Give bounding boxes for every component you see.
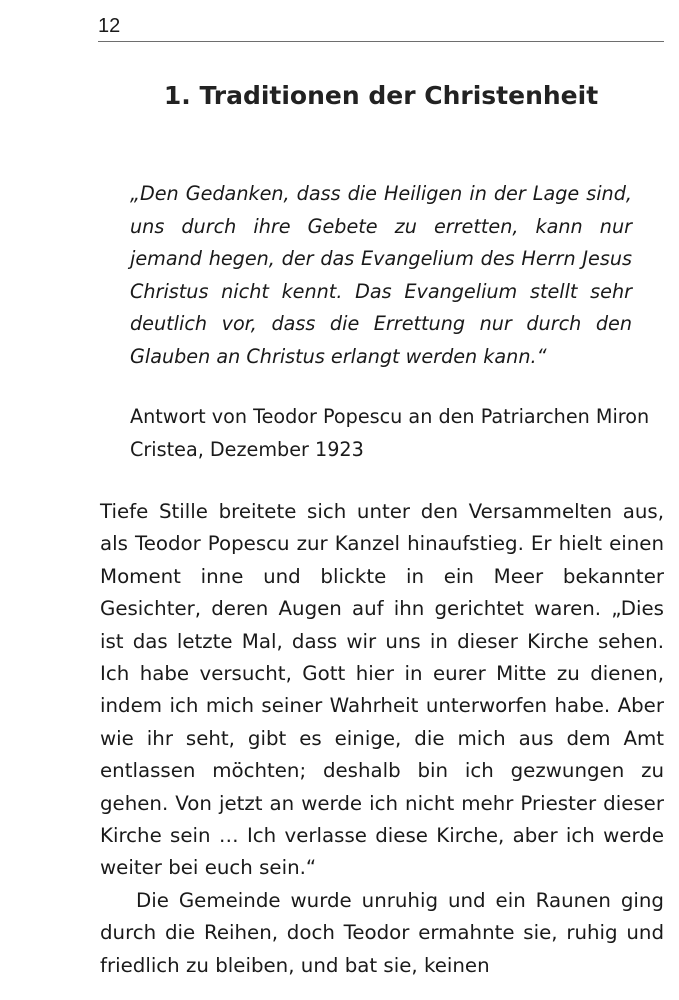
body-text — [100, 496, 664, 982]
running-header — [98, 14, 664, 42]
chapter-title: 1. Traditionen der Christenheit — [163, 81, 599, 110]
body-paragraph-1: Tiefe Stille breitete sich unter den Versammelten aus, als Teodor Popescu zur Kanzel hinaufstieg. Er hielt einen Moment inne und blickte in ein Meer bekannter Gesichter, deren Augen auf ihn gerichtet waren. „Dies ist das letzte Mal, dass wir uns in dieser Kirche sehen. Ich habe versucht, Gott hier in eurer Mitte zu dienen, indem ich mich seiner Wahrheit unterworfen habe. Aber wie ihr seht, gibt es einige, die mich aus dem Amt entlassen möchten; deshalb bin ich gezwungen zu gehen. Von jetzt an werde ich nicht mehr Priester dieser Kirche sein … Ich verlasse diese Kirche, aber ich werde weiter bei euch sein.“ — [100, 500, 664, 880]
body-paragraph-2: Die Gemeinde wurde unruhig und ein Raunen ging durch die Reihen, doch Teodor ermahnte sie, ruhig und friedlich zu bleiben, und bat sie, keinen — [100, 888, 664, 977]
epigraph-quote: „Den Gedanken, dass die Heiligen in der Lage sind, uns durch ihre Gebete zu erretten, kann nur jemand hegen, der das Evangelium des Herrn Jesus Christus nicht kennt. Das Evangelium stellt sehr deutlich vor, dass die Errettung nur durch den Glauben an Christus erlangt werden kann.“ — [130, 182, 632, 368]
epigraph-source: Antwort von Teodor Popescu an den Patriarchen Miron Cristea, Dezember 1923 — [130, 405, 650, 461]
page-number: 12 — [98, 15, 121, 37]
epigraph — [130, 178, 650, 461]
